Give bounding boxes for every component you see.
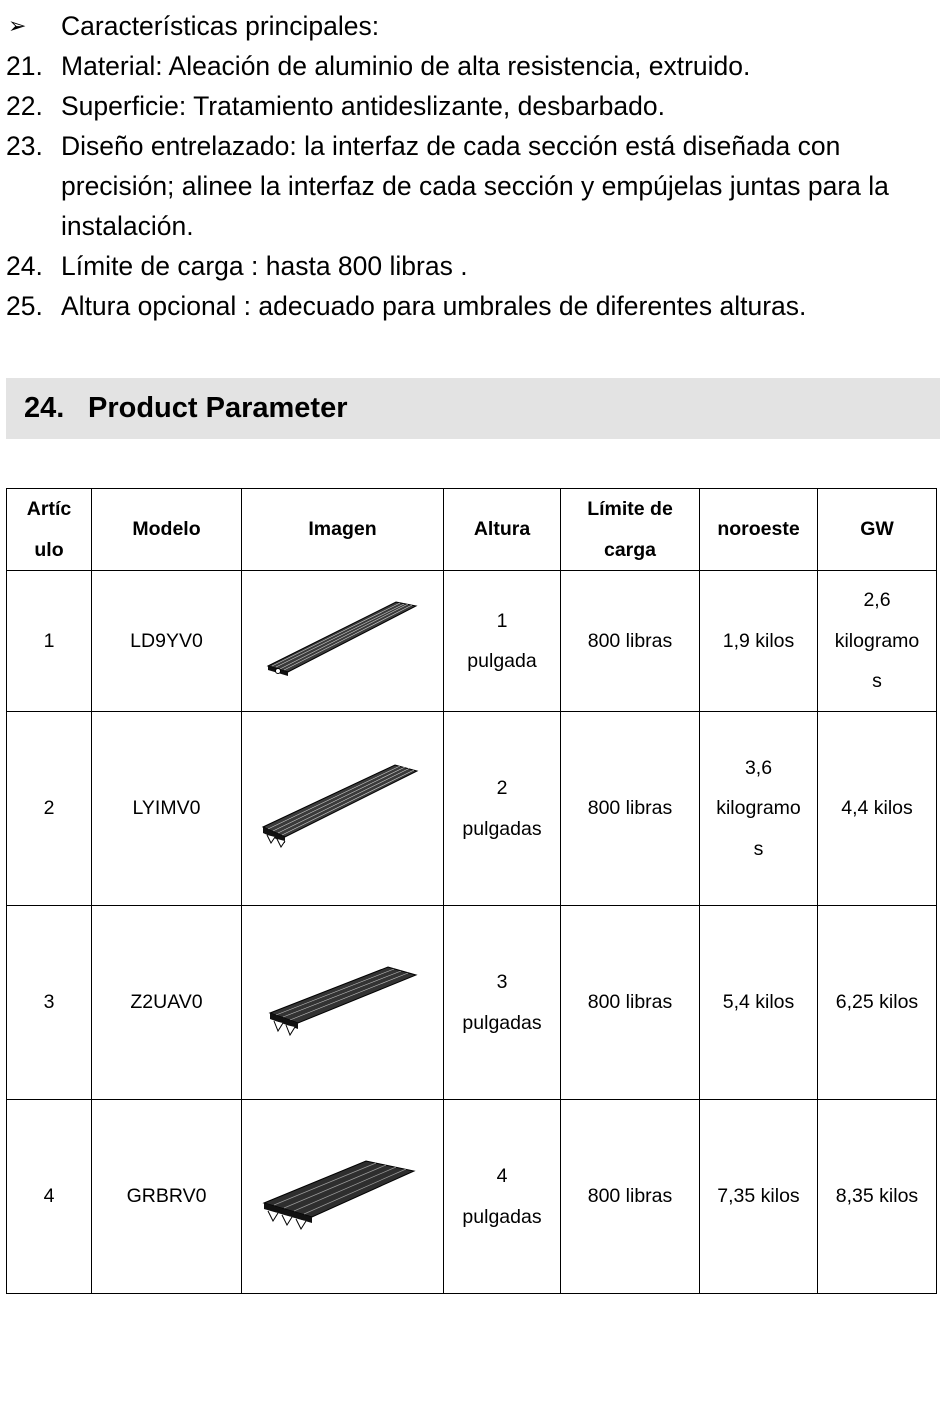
cell-net-weight: 5,4 kilos	[700, 906, 818, 1100]
arrow-bullet-icon: ➢	[8, 13, 27, 38]
feature-text: Altura opcional : adecuado para umbrales de diferentes alturas.	[61, 291, 807, 321]
cell-load-limit: 800 libras	[561, 712, 700, 906]
header-model: Modelo	[92, 489, 242, 571]
cell-image	[242, 571, 444, 712]
feature-text-line: instalación.	[61, 211, 194, 241]
cell-height: 1 pulgada	[444, 571, 561, 712]
cell-model: LYIMV0	[92, 712, 242, 906]
table-row	[7, 571, 937, 712]
cell-load-limit: 800 libras	[561, 906, 700, 1100]
cell-item: 4	[7, 1100, 92, 1294]
cell-image	[242, 1100, 444, 1294]
threshold-ramp-image	[258, 1157, 428, 1237]
feature-number: 22.	[6, 91, 43, 121]
table-header-row	[7, 489, 937, 571]
cell-item: 3	[7, 906, 92, 1100]
feature-item	[0, 46, 950, 86]
header-load-limit: Límite de carga	[561, 489, 700, 571]
feature-text: Superficie: Tratamiento antideslizante, desbarbado.	[61, 91, 665, 121]
feature-number: 24.	[6, 251, 43, 281]
cell-height: 4 pulgadas	[444, 1100, 561, 1294]
section-number: 24.	[24, 392, 65, 424]
table-row	[7, 906, 937, 1100]
cell-gross-weight: 2,6 kilogramo s	[818, 571, 937, 712]
cell-height: 3 pulgadas	[444, 906, 561, 1100]
cell-model: GRBRV0	[92, 1100, 242, 1294]
feature-number: 23.	[6, 131, 43, 161]
section-heading	[6, 378, 940, 439]
threshold-ramp-image	[255, 759, 430, 859]
cell-load-limit: 800 libras	[561, 1100, 700, 1294]
feature-text: Material: Aleación de aluminio de alta resistencia, extruido.	[61, 51, 751, 81]
feature-number: 21.	[6, 51, 43, 81]
cell-gross-weight: 6,25 kilos	[818, 906, 937, 1100]
feature-item	[0, 246, 950, 286]
features-heading	[0, 6, 950, 46]
feature-item	[0, 126, 950, 246]
threshold-ramp-image	[258, 594, 428, 689]
cell-image	[242, 906, 444, 1100]
section-title: Product Parameter	[88, 392, 348, 424]
cell-net-weight: 1,9 kilos	[700, 571, 818, 712]
cell-gross-weight: 8,35 kilos	[818, 1100, 937, 1294]
feature-text-line: precisión; alinee la interfaz de cada sección y empújelas juntas para la	[61, 171, 889, 201]
cell-item: 1	[7, 571, 92, 712]
features-list	[0, 6, 950, 326]
feature-item	[0, 86, 950, 126]
feature-item	[0, 286, 950, 326]
cell-net-weight: 7,35 kilos	[700, 1100, 818, 1294]
cell-model: Z2UAV0	[92, 906, 242, 1100]
features-heading-text: Características principales:	[61, 11, 380, 41]
header-item: Artíc ulo	[7, 489, 92, 571]
cell-load-limit: 800 libras	[561, 571, 700, 712]
header-gross-weight: GW	[818, 489, 937, 571]
feature-text	[61, 126, 889, 246]
feature-text-line: Diseño entrelazado: la interfaz de cada sección está diseñada con	[61, 131, 841, 161]
threshold-ramp-image	[258, 963, 428, 1043]
cell-gross-weight: 4,4 kilos	[818, 712, 937, 906]
cell-item: 2	[7, 712, 92, 906]
header-net-weight: noroeste	[700, 489, 818, 571]
table-row	[7, 712, 937, 906]
header-height: Altura	[444, 489, 561, 571]
cell-image	[242, 712, 444, 906]
header-image: Imagen	[242, 489, 444, 571]
cell-model: LD9YV0	[92, 571, 242, 712]
feature-text: Límite de carga : hasta 800 libras .	[61, 251, 468, 281]
table-row	[7, 1100, 937, 1294]
feature-number: 25.	[6, 291, 43, 321]
cell-height: 2 pulgadas	[444, 712, 561, 906]
product-parameter-table	[6, 488, 937, 1294]
cell-net-weight: 3,6 kilogramo s	[700, 712, 818, 906]
